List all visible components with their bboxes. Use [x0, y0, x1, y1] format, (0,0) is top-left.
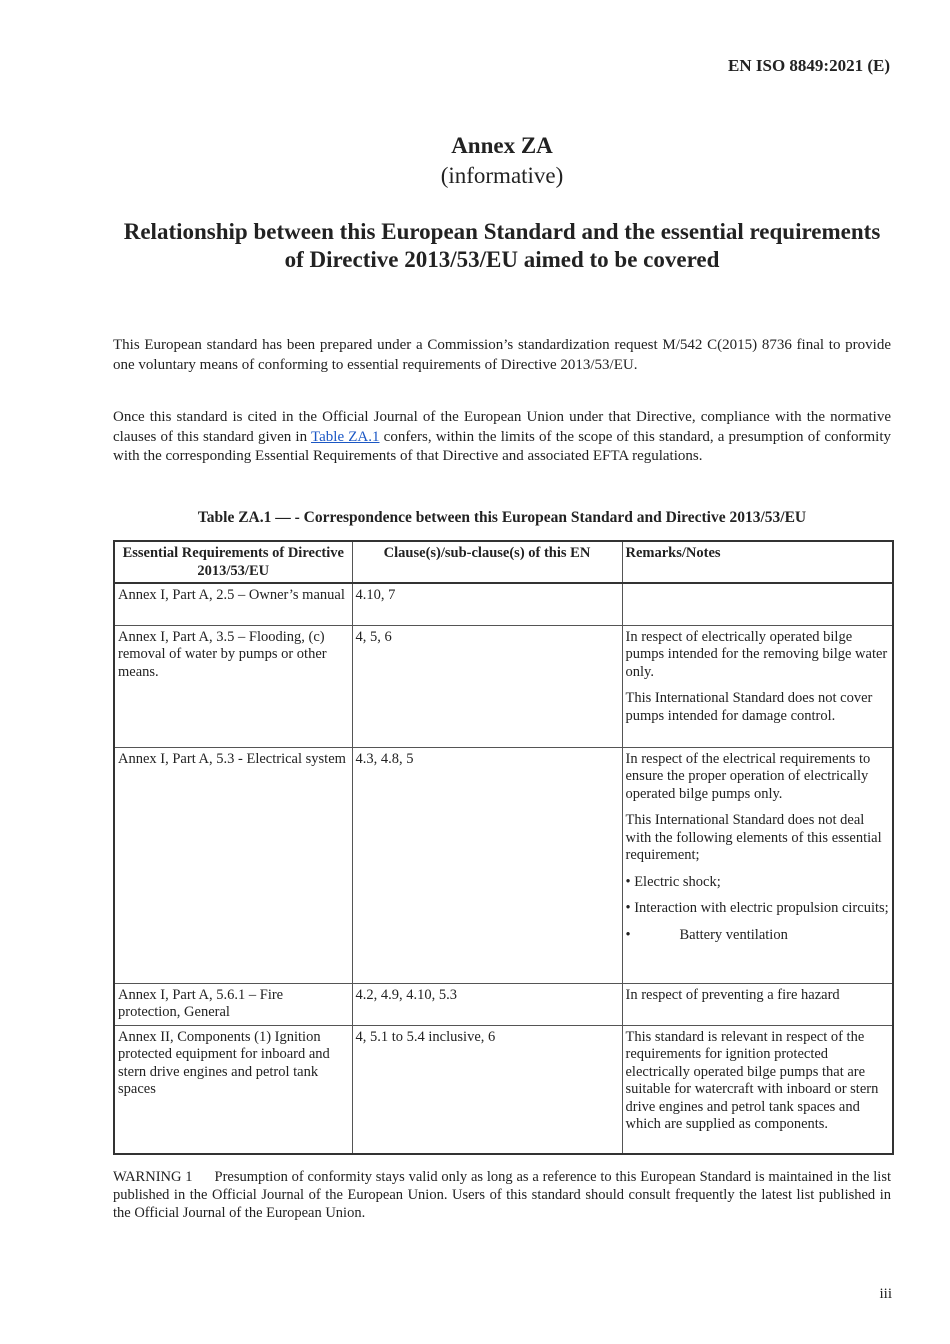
- header-requirements: Essential Requirements of Directive 2013/53/EU: [114, 541, 352, 583]
- table-header-row: [114, 541, 893, 583]
- table-caption: Table ZA.1 — - Correspondence between this European Standard and Directive 2013/53/EU: [197, 509, 807, 526]
- remarks-cell: [622, 983, 893, 1025]
- requirement-cell: Annex I, Part A, 5.6.1 – Fire protection, General: [114, 983, 352, 1025]
- clauses-cell: 4, 5.1 to 5.4 inclusive, 6: [352, 1025, 622, 1154]
- requirement-cell: Annex II, Components (1) Ignition protected equipment for inboard and stern drive engines and petrol tank spaces: [114, 1025, 352, 1154]
- header-remarks: Remarks/Notes: [622, 541, 893, 583]
- remark-bullet: • Interaction with electric propulsion circuits;: [625, 900, 889, 916]
- warning-note: [113, 1168, 891, 1222]
- remarks-cell: [622, 583, 893, 625]
- remark: In respect of electrically operated bilge pumps intended for the removing bilge water only.: [625, 628, 888, 680]
- intro-paragraph: This European standard has been prepared under a Commission’s standardization request M/542 C(2015) 8736 final to provide one voluntary means of conforming to essential requirements of Directive 2013/53/EU.: [113, 337, 891, 373]
- bullet-icon: •: [625, 926, 631, 943]
- remark-bullet: [626, 927, 890, 945]
- table-row: [114, 625, 893, 747]
- clauses-cell: 4, 5, 6: [352, 625, 622, 747]
- requirement-cell: Annex I, Part A, 3.5 – Flooding, (c) removal of water by pumps or other means.: [114, 625, 352, 747]
- remark: In respect of the electrical requirements to ensure the proper operation of electrically operated bilge pumps only.: [625, 750, 871, 802]
- warning-label: WARNING 1: [113, 1169, 193, 1185]
- requirement-cell: Annex I, Part A, 5.3 - Electrical system: [114, 747, 352, 983]
- remarks-cell: [622, 625, 893, 747]
- annex-title: Annex ZA: [451, 133, 553, 158]
- remark: This International Standard does not cover pumps intended for damage control.: [625, 690, 873, 724]
- requirement-cell: Annex I, Part A, 2.5 – Owner’s manual: [114, 583, 352, 625]
- correspondence-table: [113, 540, 894, 1155]
- remarks-cell: [622, 747, 893, 983]
- table-row: [114, 583, 893, 625]
- citation-paragraph: [113, 408, 891, 467]
- remarks-cell: [622, 1025, 893, 1154]
- citation-text-1: Once this standard is cited in the Official Journal of the European Union under that Directive, compliance with the normative clauses of this standard given in: [113, 409, 891, 445]
- page-heading: Relationship between this European Standard and the essential requirements of Directive 2013/53/EU aimed to be covered: [123, 219, 881, 272]
- remark-bullet: • Electric shock;: [625, 873, 721, 890]
- table-row: [114, 1025, 893, 1154]
- clauses-cell: 4.10, 7: [352, 583, 622, 625]
- annex-status: (informative): [440, 163, 564, 188]
- remark: This International Standard does not deal with the following elements of this essential requirement;: [625, 812, 882, 863]
- table-za1-link[interactable]: Table ZA.1: [311, 428, 380, 445]
- clauses-cell: 4.2, 4.9, 4.10, 5.3: [352, 983, 622, 1025]
- warning-text: Presumption of conformity stays valid only as long as a reference to this European Standard is maintained in the list published in the Official Journal of the European Union. Users of this standard should consult frequently the latest list published in the Official Journal of the European Union.: [113, 1169, 891, 1221]
- citation-text-2: confers, within the limits of the scope of this standard, a presumption of conformity with the corresponding Essential Requirements of that Directive and associated EFTA regulations.: [113, 428, 892, 464]
- remark: This standard is relevant in respect of the requirements for ignition protected electrically operated bilge pumps that are suitable for watercraft with inboard or stern drive engines and petrol tank spaces and which are supplied as components.: [625, 1028, 879, 1132]
- page-number: iii: [879, 1286, 892, 1302]
- document-id: EN ISO 8849:2021 (E): [728, 56, 890, 75]
- header-clauses: Clause(s)/sub-clause(s) of this EN: [352, 541, 622, 583]
- table-row: [114, 983, 893, 1025]
- remark: In respect of preventing a fire hazard: [625, 986, 840, 1003]
- remark-text: Battery ventilation: [679, 926, 788, 943]
- table-row: [114, 747, 893, 983]
- clauses-cell: 4.3, 4.8, 5: [352, 747, 622, 983]
